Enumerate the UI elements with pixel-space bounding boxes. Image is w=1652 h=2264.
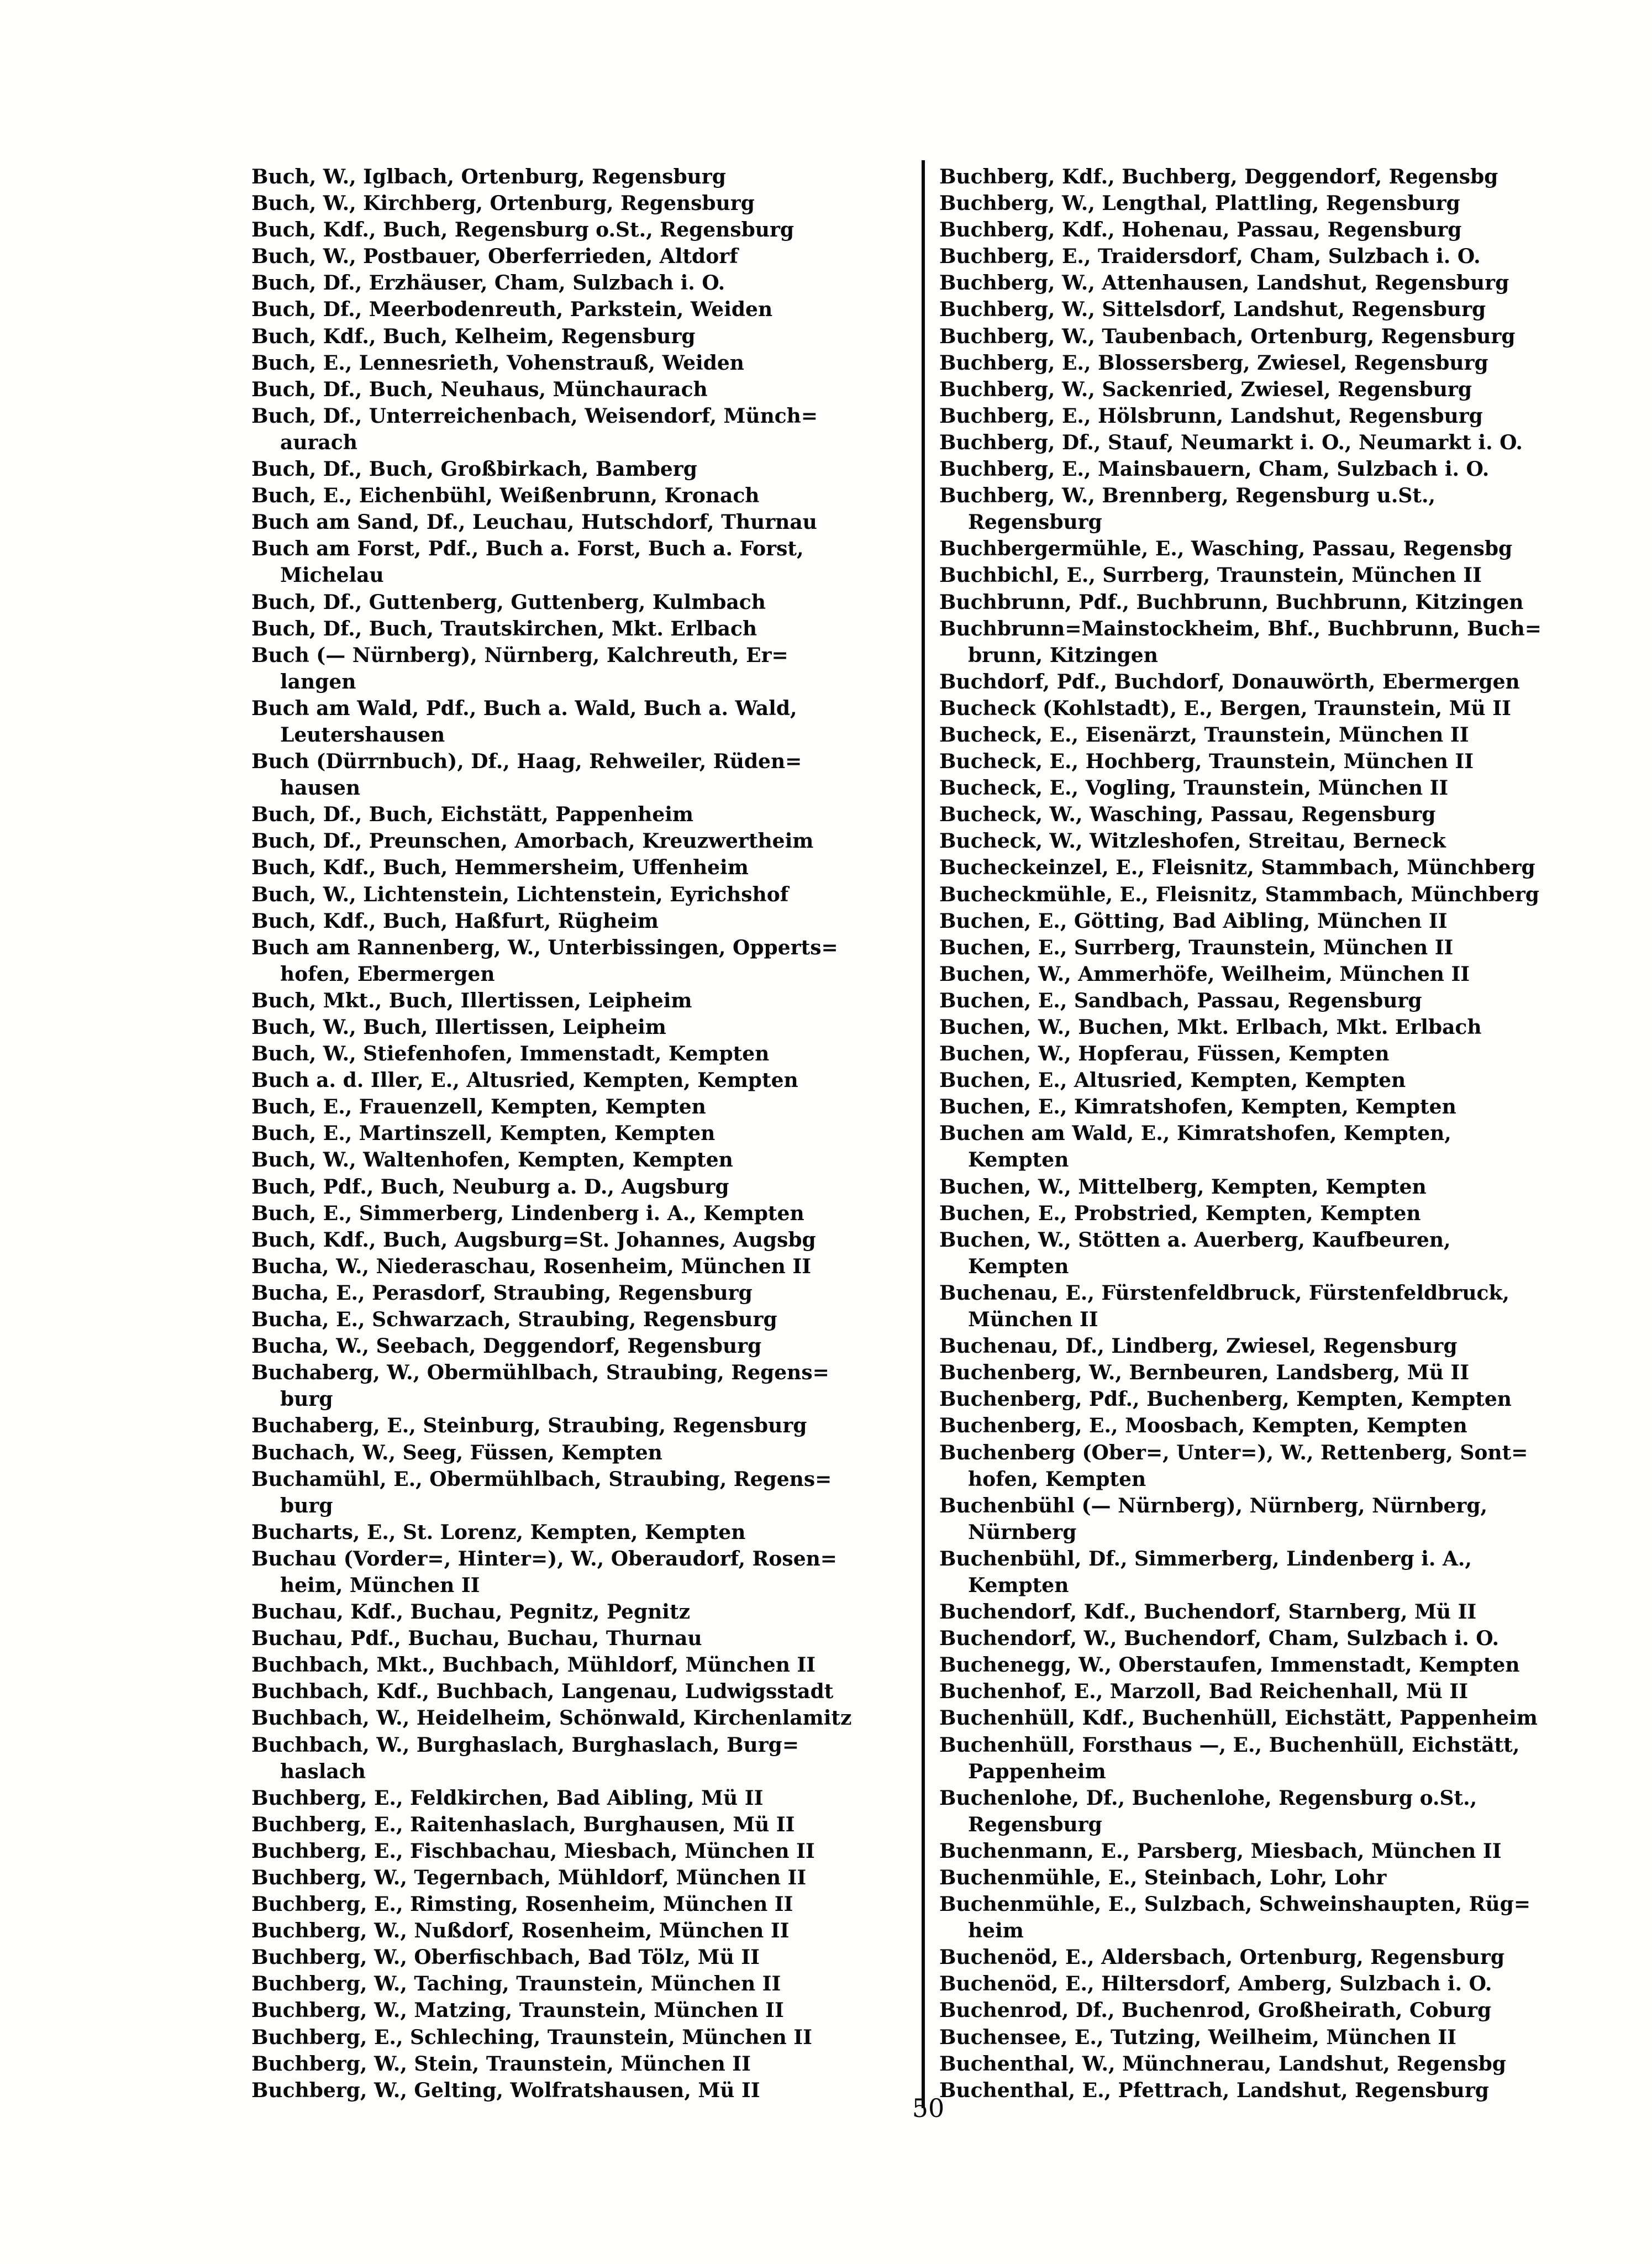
- entry-line: Buch a. d. Iller, E., Altusried, Kempten, Kempten: [251, 1069, 798, 1092]
- entry-line: Buch, Df., Buch, Eichstätt, Pappenheim: [251, 803, 693, 827]
- entry-line: Buch, Kdf., Buch, Hemmersheim, Uffenheim: [251, 856, 749, 880]
- entry-line: Buchbach, W., Burghaslach, Burghaslach, Burg=: [251, 1733, 799, 1757]
- entry-line: Buchen, E., Götting, Bad Aibling, München II: [939, 909, 1448, 933]
- entry-line: Buch, W., Lichtenstein, Lichtenstein, Eyrichshof: [251, 883, 789, 906]
- entry-continuation-line: langen: [280, 670, 356, 694]
- entry-line: Buchberg, E., Fischbachau, Miesbach, München II: [251, 1839, 815, 1863]
- entry-line: Buchenmühle, E., Steinbach, Lohr, Lohr: [939, 1866, 1387, 1889]
- entry-line: Bucha, W., Niederaschau, Rosenheim, München II: [251, 1254, 812, 1278]
- entry-line: Buchen, E., Probstried, Kempten, Kempten: [939, 1201, 1421, 1225]
- entry-line: Buchensee, E., Tutzing, Weilheim, München II: [939, 2025, 1457, 2049]
- entry-line: Buchau, Pdf., Buchau, Buchau, Thurnau: [251, 1627, 702, 1651]
- entry-line: Buchenrod, Df., Buchenrod, Großheirath, Coburg: [939, 1999, 1492, 2023]
- entry-line: Buch, E., Eichenbühl, Weißenbrunn, Kronach: [251, 484, 760, 508]
- entry-line: Buchaberg, E., Steinburg, Straubing, Regensburg: [251, 1414, 807, 1438]
- entry-line: Buch, Df., Buch, Trautskirchen, Mkt. Erlbach: [251, 617, 757, 640]
- entry-line: Buch, E., Simmerberg, Lindenberg i. A., Kempten: [251, 1201, 804, 1225]
- column-divider-rule: [922, 160, 925, 2108]
- entry-line: Buchberg, W., Oberfischbach, Bad Tölz, Mü II: [251, 1946, 760, 1969]
- entry-line: Buchenberg, Pdf., Buchenberg, Kempten, Kempten: [939, 1388, 1512, 1411]
- entry-line: Buchenöd, E., Aldersbach, Ortenburg, Regensburg: [939, 1946, 1505, 1969]
- entry-line: Buchenlohe, Df., Buchenlohe, Regensburg o.St.,: [939, 1786, 1477, 1810]
- entry-line: Buchenhüll, Kdf., Buchenhüll, Eichstätt, Pappenheim: [939, 1706, 1538, 1730]
- entry-line: Buchach, W., Seeg, Füssen, Kempten: [251, 1441, 662, 1464]
- entry-line: Buchenhüll, Forsthaus —, E., Buchenhüll, Eichstätt,: [939, 1733, 1520, 1757]
- entry-line: Bucha, W., Seebach, Deggendorf, Regensburg: [251, 1335, 762, 1358]
- entry-line: Buchberg, E., Raitenhaslach, Burghausen, Mü II: [251, 1813, 795, 1836]
- entry-line: Buchberg, E., Rimsting, Rosenheim, München II: [251, 1893, 793, 1916]
- entry-line: Buch, Df., Buch, Großbirkach, Bamberg: [251, 458, 697, 481]
- entry-line: Bucheck, E., Eisenärzt, Traunstein, München II: [939, 723, 1469, 747]
- entry-line: Buch, Pdf., Buch, Neuburg a. D., Augsburg: [251, 1175, 729, 1199]
- entry-line: Buch, W., Postbauer, Oberferrieden, Altdorf: [251, 245, 738, 269]
- entry-line: Buchen am Wald, E., Kimratshofen, Kempten,: [939, 1122, 1451, 1146]
- entry-line: Buchberg, W., Taubenbach, Ortenburg, Regensburg: [939, 324, 1516, 348]
- entry-continuation-line: Regensburg: [968, 511, 1102, 534]
- entry-line: Bucheck, W., Wasching, Passau, Regensburg: [939, 803, 1436, 827]
- entry-line: Buch am Forst, Pdf., Buch a. Forst, Buch a. Forst,: [251, 537, 804, 561]
- entry-line: Buchen, W., Mittelberg, Kempten, Kempten: [939, 1175, 1427, 1199]
- entry-line: Buchenau, Df., Lindberg, Zwiesel, Regensburg: [939, 1335, 1458, 1358]
- entry-line: Buchberg, W., Taching, Traunstein, München II: [251, 1972, 781, 1996]
- entry-line: Buch, Df., Guttenberg, Guttenberg, Kulmbach: [251, 590, 766, 614]
- entry-line: Buchberg, E., Traidersdorf, Cham, Sulzbach i. O.: [939, 245, 1481, 269]
- entry-line: Buchenegg, W., Oberstaufen, Immenstadt, Kempten: [939, 1653, 1520, 1677]
- entry-line: Buch am Sand, Df., Leuchau, Hutschdorf, Thurnau: [251, 511, 817, 534]
- entry-line: Buchen, W., Hopferau, Füssen, Kempten: [939, 1042, 1390, 1066]
- entry-line: Buch, Mkt., Buch, Illertissen, Leipheim: [251, 989, 692, 1012]
- entry-line: Bucheck, E., Hochberg, Traunstein, München II: [939, 750, 1474, 774]
- entry-continuation-line: Nürnberg: [968, 1520, 1077, 1544]
- entry-line: Buchbach, W., Heidelheim, Schönwald, Kirchenlamitz: [251, 1706, 852, 1730]
- entry-line: Bucheck, E., Vogling, Traunstein, München II: [939, 776, 1449, 800]
- right-column: [939, 164, 1541, 2104]
- entry-line: Buchenmühle, E., Sulzbach, Schweinshaupten, Rüg=: [939, 1893, 1530, 1916]
- entry-line: Buch, E., Frauenzell, Kempten, Kempten: [251, 1095, 706, 1119]
- entry-line: Buch, W., Iglbach, Ortenburg, Regensburg: [251, 165, 726, 188]
- entry-continuation-line: hofen, Kempten: [968, 1467, 1146, 1491]
- entry-line: Buchenbühl, Df., Simmerberg, Lindenberg i. A.,: [939, 1547, 1472, 1570]
- entry-continuation-line: heim: [968, 1919, 1024, 1943]
- entry-line: Bucheck (Kohlstadt), E., Bergen, Traunstein, Mü II: [939, 696, 1511, 720]
- entry-line: Buch, Kdf., Buch, Regensburg o.St., Regensburg: [251, 218, 795, 242]
- entry-continuation-line: burg: [280, 1494, 333, 1517]
- entry-line: Buch am Wald, Pdf., Buch a. Wald, Buch a. Wald,: [251, 696, 797, 720]
- entry-line: Buch, Df., Unterreichenbach, Weisendorf, Münch=: [251, 404, 818, 428]
- entry-line: Buchberg, W., Sackenried, Zwiesel, Regensburg: [939, 377, 1472, 401]
- entry-line: Buchaberg, W., Obermühlbach, Straubing, Regens=: [251, 1361, 829, 1385]
- entry-line: Buchberg, W., Brennberg, Regensburg u.St.,: [939, 484, 1436, 508]
- entry-line: Buchbergermühle, E., Wasching, Passau, Regensbg: [939, 537, 1513, 561]
- entry-line: Buchberg, W., Attenhausen, Landshut, Regensburg: [939, 271, 1509, 295]
- entry-continuation-line: Regensburg: [968, 1813, 1102, 1836]
- entry-line: Bucha, E., Perasdorf, Straubing, Regensburg: [251, 1281, 753, 1305]
- entry-line: Buchbrunn, Pdf., Buchbrunn, Buchbrunn, Kitzingen: [939, 590, 1524, 614]
- entry-line: Buchamühl, E., Obermühlbach, Straubing, Regens=: [251, 1467, 832, 1491]
- entry-line: Buchau (Vorder=, Hinter=), W., Oberaudorf, Rosen=: [251, 1547, 837, 1570]
- entry-line: Buchberg, W., Lengthal, Plattling, Regensburg: [939, 192, 1460, 216]
- entry-line: Buchendorf, W., Buchendorf, Cham, Sulzbach i. O.: [939, 1627, 1500, 1651]
- entry-line: Buch, E., Lennesrieth, Vohenstrauß, Weiden: [251, 351, 744, 375]
- entry-line: Buchbach, Kdf., Buchbach, Langenau, Ludwigsstadt: [251, 1680, 834, 1704]
- entry-line: Buchberg, W., Matzing, Traunstein, München II: [251, 1999, 784, 2023]
- entry-line: Buchberg, W., Sittelsdorf, Landshut, Regensburg: [939, 298, 1486, 322]
- entry-line: Buchenau, E., Fürstenfeldbruck, Fürstenfeldbruck,: [939, 1281, 1509, 1305]
- entry-line: Buchberg, W., Tegernbach, Mühldorf, München II: [251, 1866, 807, 1889]
- entry-continuation-line: Leutershausen: [280, 723, 445, 747]
- entry-line: Buchendorf, Kdf., Buchendorf, Starnberg, Mü II: [939, 1600, 1477, 1624]
- entry-line: Buchenbühl (— Nürnberg), Nürnberg, Nürnberg,: [939, 1494, 1488, 1517]
- entry-line: Buchen, E., Sandbach, Passau, Regensburg: [939, 989, 1422, 1012]
- entry-continuation-line: aurach: [280, 430, 357, 454]
- entry-line: Buchen, E., Altusried, Kempten, Kempten: [939, 1069, 1406, 1092]
- entry-line: Buchbichl, E., Surrberg, Traunstein, München II: [939, 564, 1482, 587]
- entry-line: Buchen, E., Surrberg, Traunstein, München II: [939, 936, 1454, 959]
- entry-line: Buchenberg, E., Moosbach, Kempten, Kempten: [939, 1414, 1467, 1438]
- entry-line: Buchberg, Kdf., Buchberg, Deggendorf, Regensbg: [939, 165, 1498, 188]
- entry-continuation-line: Kempten: [968, 1254, 1069, 1278]
- entry-line: Buch, Df., Erzhäuser, Cham, Sulzbach i. O.: [251, 271, 725, 295]
- entry-line: Buchberg, E., Schleching, Traunstein, München II: [251, 2025, 812, 2049]
- entry-line: Buchberg, W., Gelting, Wolfratshausen, Mü II: [251, 2078, 760, 2102]
- entry-line: Buch am Rannenberg, W., Unterbissingen, Opperts=: [251, 936, 838, 959]
- entry-line: Buchen, E., Kimratshofen, Kempten, Kempten: [939, 1095, 1456, 1119]
- entry-line: Buch, Df., Buch, Neuhaus, Münchaurach: [251, 377, 708, 401]
- left-column: [251, 164, 909, 2104]
- entry-line: Bucheck, W., Witzleshofen, Streitau, Berneck: [939, 829, 1446, 853]
- entry-line: Buch (— Nürnberg), Nürnberg, Kalchreuth, Er=: [251, 643, 788, 667]
- entry-line: Buchau, Kdf., Buchau, Pegnitz, Pegnitz: [251, 1600, 691, 1624]
- entry-continuation-line: hofen, Ebermergen: [280, 962, 495, 986]
- entry-continuation-line: Kempten: [968, 1573, 1069, 1597]
- entry-line: Buch, W., Stiefenhofen, Immenstadt, Kempten: [251, 1042, 770, 1066]
- entry-line: Buchenthal, W., Münchnerau, Landshut, Regensbg: [939, 2052, 1506, 2076]
- entry-line: Buchberg, Kdf., Hohenau, Passau, Regensburg: [939, 218, 1462, 242]
- entry-line: Buch, W., Kirchberg, Ortenburg, Regensburg: [251, 192, 755, 216]
- entry-line: Buchberg, E., Blossersberg, Zwiesel, Regensburg: [939, 351, 1488, 375]
- entry-continuation-line: brunn, Kitzingen: [968, 643, 1158, 667]
- entry-line: Buchberg, W., Stein, Traunstein, München II: [251, 2052, 751, 2076]
- entry-continuation-line: Michelau: [280, 564, 384, 587]
- entry-line: Buch, Df., Preunschen, Amorbach, Kreuzwertheim: [251, 829, 814, 853]
- entry-line: Bucharts, E., St. Lorenz, Kempten, Kempten: [251, 1520, 746, 1544]
- entry-line: Buch, W., Waltenhofen, Kempten, Kempten: [251, 1148, 733, 1172]
- entry-line: Buch, E., Martinszell, Kempten, Kempten: [251, 1122, 715, 1146]
- entry-line: Buchenöd, E., Hiltersdorf, Amberg, Sulzbach i. O.: [939, 1972, 1492, 1996]
- entry-line: Buchenmann, E., Parsberg, Miesbach, München II: [939, 1839, 1502, 1863]
- entry-line: Buch (Dürrnbuch), Df., Haag, Rehweiler, Rüden=: [251, 750, 802, 774]
- entry-line: Bucha, E., Schwarzach, Straubing, Regensburg: [251, 1308, 777, 1332]
- entry-line: Buchen, W., Buchen, Mkt. Erlbach, Mkt. Erlbach: [939, 1016, 1482, 1039]
- entry-continuation-line: heim, München II: [280, 1573, 480, 1597]
- entry-line: Buchbach, Mkt., Buchbach, Mühldorf, München II: [251, 1653, 816, 1677]
- entry-continuation-line: burg: [280, 1388, 333, 1411]
- entry-line: Buchbrunn=Mainstockheim, Bhf., Buchbrunn, Buch=: [939, 617, 1541, 640]
- page-number: 50: [912, 2093, 945, 2123]
- entry-line: Buch, Kdf., Buch, Haßfurt, Rügheim: [251, 909, 659, 933]
- entry-line: Buch, Kdf., Buch, Augsburg=St. Johannes, Augsbg: [251, 1228, 816, 1252]
- entry-line: Buchenhof, E., Marzoll, Bad Reichenhall, Mü II: [939, 1680, 1469, 1704]
- entry-continuation-line: München II: [968, 1308, 1098, 1332]
- entry-line: Buch, Df., Meerbodenreuth, Parkstein, Weiden: [251, 298, 773, 322]
- entry-continuation-line: hausen: [280, 776, 361, 800]
- entry-line: Buchdorf, Pdf., Buchdorf, Donauwörth, Ebermergen: [939, 670, 1520, 694]
- entry-line: Buchenberg, W., Bernbeuren, Landsberg, Mü II: [939, 1361, 1470, 1385]
- entry-continuation-line: Pappenheim: [968, 1759, 1106, 1783]
- entry-line: Buch, Kdf., Buch, Kelheim, Regensburg: [251, 324, 696, 348]
- entry-line: Buch, W., Buch, Illertissen, Leipheim: [251, 1016, 666, 1039]
- entry-line: Buchen, W., Ammerhöfe, Weilheim, München II: [939, 962, 1470, 986]
- entry-line: Buchen, W., Stötten a. Auerberg, Kaufbeuren,: [939, 1228, 1451, 1252]
- entry-line: Buchberg, E., Mainsbauern, Cham, Sulzbach i. O.: [939, 458, 1490, 481]
- entry-line: Buchberg, E., Hölsbrunn, Landshut, Regensburg: [939, 404, 1483, 428]
- entry-line: Buchenthal, E., Pfettrach, Landshut, Regensburg: [939, 2078, 1489, 2102]
- entry-continuation-line: haslach: [280, 1759, 366, 1783]
- entry-line: Buchberg, W., Nußdorf, Rosenheim, München II: [251, 1919, 790, 1943]
- entry-continuation-line: Kempten: [968, 1148, 1069, 1172]
- entry-line: Bucheckeinzel, E., Fleisnitz, Stammbach, Münchberg: [939, 856, 1535, 880]
- entry-line: Bucheckmühle, E., Fleisnitz, Stammbach, Münchberg: [939, 883, 1539, 906]
- entry-line: Buchberg, Df., Stauf, Neumarkt i. O., Neumarkt i. O.: [939, 430, 1523, 454]
- entry-line: Buchberg, E., Feldkirchen, Bad Aibling, Mü II: [251, 1786, 764, 1810]
- entry-line: Buchenberg (Ober=, Unter=), W., Rettenberg, Sont=: [939, 1441, 1528, 1464]
